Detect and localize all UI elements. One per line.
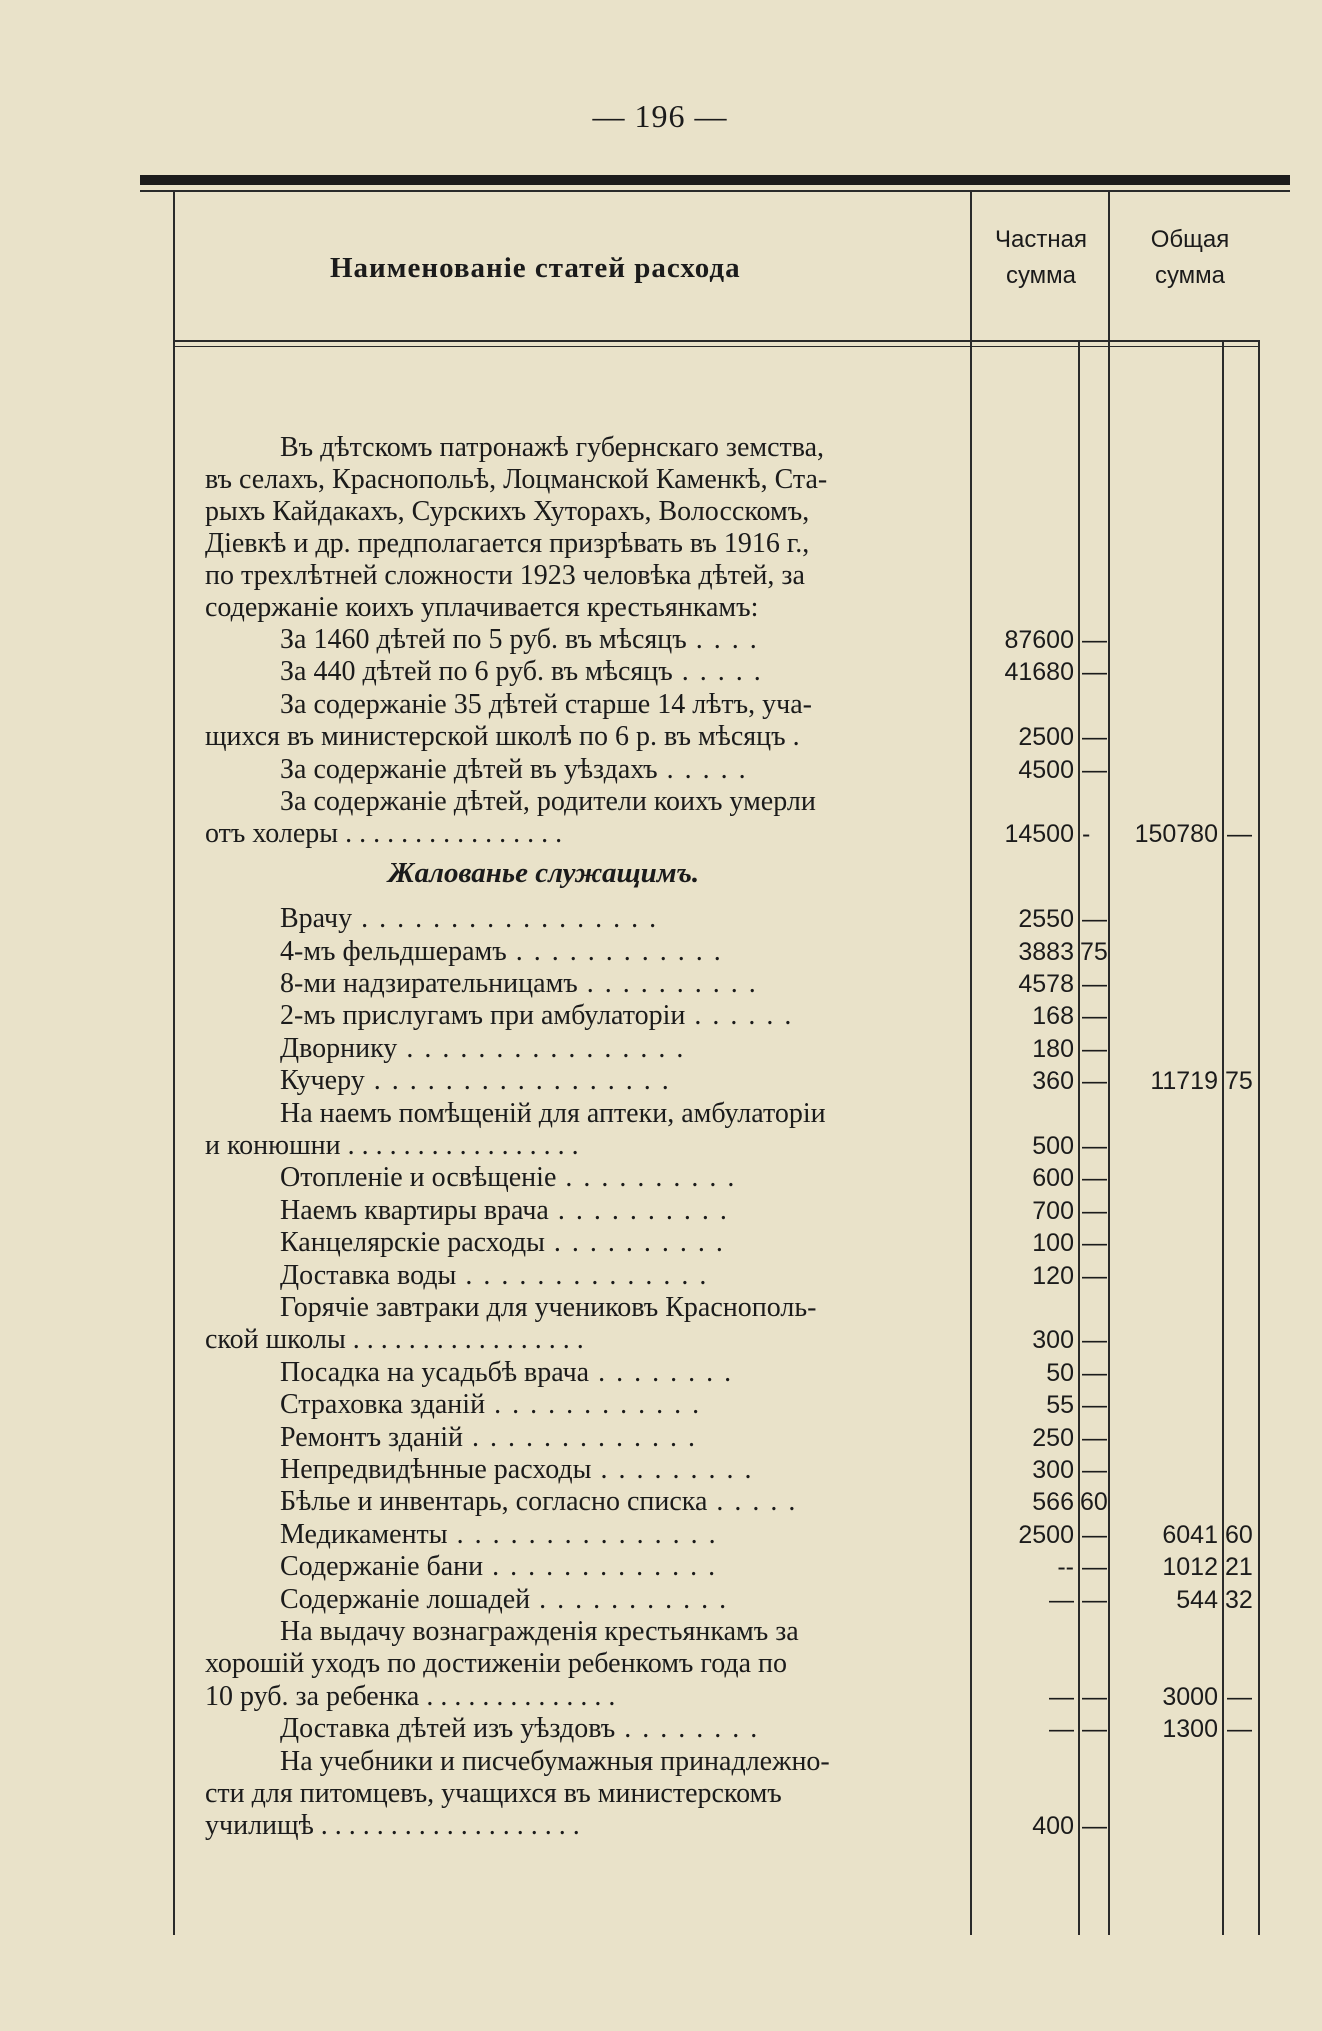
column-divider bbox=[1078, 340, 1080, 1935]
total-cents: 75 bbox=[1225, 1067, 1253, 1096]
row-label bbox=[280, 1033, 685, 1065]
column-header-private-sum: Частная сумма bbox=[995, 226, 1087, 289]
top-rule-thin bbox=[140, 190, 1290, 192]
row-label-continuation: щихся въ министерской школѣ по 6 р. въ мѣсяцъ . bbox=[205, 721, 800, 753]
leader-dots: . . . . . . . . . . . . . bbox=[483, 1551, 718, 1583]
row-label-continuation: училищѣ . . . . . . . . . . . . . . . . . . . bbox=[205, 1810, 580, 1842]
row-text: На выдачу вознагражденія крестьянкамъ за bbox=[280, 1616, 799, 1647]
section-title-salaries: Жалованье служащимъ. bbox=[388, 856, 700, 889]
row-label bbox=[280, 968, 758, 1000]
private-cents-dash: — bbox=[1082, 626, 1107, 654]
private-cents-dash: — bbox=[1082, 1229, 1107, 1258]
intro-line: по трехлѣтней сложности 1923 человѣка дѣтей, за bbox=[205, 560, 805, 591]
row-label bbox=[280, 1098, 826, 1130]
column-divider bbox=[1108, 190, 1110, 1935]
private-sum: 3883 bbox=[1018, 937, 1074, 966]
intro-line: Въ дѣтскомъ патронажѣ губернскаго земства, bbox=[280, 432, 825, 463]
private-sum: 14500 bbox=[1004, 820, 1074, 849]
row-text: Канцелярскіе расходы bbox=[280, 1227, 545, 1259]
private-sum: 300 bbox=[1032, 1456, 1074, 1484]
row-label bbox=[280, 656, 763, 688]
private-cents-dash: — bbox=[1082, 1391, 1107, 1420]
total-cents-dash: — bbox=[1227, 1682, 1252, 1711]
row-label bbox=[280, 903, 658, 935]
private-sum: 500 bbox=[1032, 1132, 1074, 1160]
private-cents-dash: — bbox=[1082, 755, 1107, 784]
row-text: 2-мъ прислугамъ при амбулаторіи bbox=[280, 1000, 686, 1032]
intro-line: содержаніе коихъ уплачивается крестьянкамъ: bbox=[205, 592, 759, 623]
row-text: Наемъ квартиры врача bbox=[280, 1194, 549, 1226]
row-text: Непредвидѣнные расходы bbox=[280, 1454, 592, 1485]
leader-dots: . . . . . bbox=[707, 1486, 798, 1518]
row-label bbox=[280, 1000, 793, 1032]
total-cents-dash: — bbox=[1227, 820, 1252, 849]
private-sum: 50 bbox=[1046, 1358, 1074, 1387]
row-label bbox=[280, 624, 759, 656]
total-sum: 150780 bbox=[1134, 820, 1218, 849]
intro-line: рыхъ Кайдакахъ, Сурскихъ Хуторахъ, Волосскомъ, bbox=[205, 496, 810, 527]
row-label bbox=[280, 786, 816, 818]
total-sum: 6041 bbox=[1162, 1520, 1218, 1549]
leader-dots: . . . . . . . . . . . . bbox=[506, 935, 723, 967]
private-cents-dash: — bbox=[1082, 1520, 1107, 1549]
row-label-continuation: сти для питомцевъ, учащихся въ министерскомъ bbox=[205, 1778, 782, 1809]
row-text: Содержаніе бани bbox=[280, 1551, 484, 1583]
row-text: За содержаніе дѣтей въ уѣздахъ bbox=[280, 753, 658, 785]
row-text: Содержаніе лошадей bbox=[280, 1583, 531, 1615]
private-cents-dash: — bbox=[1082, 1423, 1107, 1452]
private-cents-dash: — bbox=[1082, 1585, 1107, 1614]
row-label bbox=[280, 1162, 736, 1194]
column-divider bbox=[970, 190, 972, 1935]
row-label bbox=[280, 1486, 797, 1518]
private-sum: 566 bbox=[1032, 1488, 1074, 1517]
row-text: За 1460 дѣтей по 5 руб. въ мѣсяцъ bbox=[280, 624, 687, 655]
top-rule bbox=[140, 175, 1290, 185]
private-sum: 4578 bbox=[1018, 970, 1074, 998]
total-cents: 60 bbox=[1225, 1520, 1253, 1549]
private-cents-dash: — bbox=[1082, 1034, 1107, 1063]
row-text: Отопленіе и освѣщеніе bbox=[280, 1162, 557, 1194]
row-label bbox=[280, 1065, 671, 1097]
row-label bbox=[280, 936, 723, 968]
row-text: Врачу bbox=[280, 903, 353, 935]
row-text: За 440 дѣтей по 6 руб. въ мѣсяцъ bbox=[280, 656, 673, 688]
private-sum: 700 bbox=[1032, 1196, 1074, 1225]
private-cents-dash: — bbox=[1082, 970, 1107, 998]
private-sum: — bbox=[1049, 1715, 1074, 1744]
row-label bbox=[280, 1551, 717, 1583]
column-divider bbox=[1258, 340, 1260, 1935]
row-label-continuation: отъ холеры . . . . . . . . . . . . . . . . bbox=[205, 818, 563, 850]
row-label bbox=[280, 689, 812, 721]
private-cents-dash: — bbox=[1082, 1553, 1107, 1582]
intro-line: въ селахъ, Краснопольѣ, Лоцманской Каменкѣ, Ста- bbox=[205, 464, 828, 495]
row-text: Доставка воды bbox=[280, 1259, 457, 1291]
row-text: Кучеру bbox=[280, 1065, 365, 1097]
row-label bbox=[280, 1519, 718, 1551]
private-sum: 87600 bbox=[1004, 626, 1074, 654]
leader-dots: . . . . . . . . . . bbox=[577, 968, 758, 999]
private-sum: 2500 bbox=[1018, 723, 1074, 752]
row-text: Посадка на усадьбѣ врача bbox=[280, 1356, 590, 1388]
row-label bbox=[280, 1357, 733, 1389]
leader-dots: . . . . . . . . . . . . . . . . bbox=[397, 1032, 686, 1064]
private-sum: 400 bbox=[1032, 1812, 1074, 1841]
row-label-continuation: ской школы . . . . . . . . . . . . . . . . . bbox=[205, 1324, 584, 1356]
row-label bbox=[280, 1227, 725, 1259]
private-sum: 2500 bbox=[1018, 1520, 1074, 1549]
leader-dots: . . . . . . . . . . . . . . . bbox=[447, 1518, 718, 1550]
header-divider bbox=[173, 340, 1258, 342]
row-text: На учебники и писчебумажныя принадлежно- bbox=[280, 1745, 830, 1777]
private-cents-dash: — bbox=[1082, 1326, 1107, 1355]
private-sum: — bbox=[1049, 1585, 1074, 1614]
private-cents-dash: — bbox=[1082, 1067, 1107, 1096]
private-sum: 180 bbox=[1032, 1034, 1074, 1063]
row-text: Горячіе завтраки для учениковъ Краснополь- bbox=[280, 1292, 817, 1323]
row-label bbox=[280, 1616, 799, 1648]
total-sum: 544 bbox=[1176, 1585, 1218, 1614]
intro-line: Діевкѣ и др. предполагается призрѣвать въ 1916 г., bbox=[205, 528, 810, 559]
private-cents-dash: - bbox=[1082, 820, 1091, 849]
leader-dots: . . . . . . . . . . . bbox=[530, 1583, 729, 1615]
row-text: Страховка зданій bbox=[280, 1389, 486, 1421]
private-cents-dash: — bbox=[1082, 1812, 1107, 1841]
private-cents-dash: — bbox=[1082, 1358, 1107, 1387]
row-label bbox=[280, 1260, 708, 1292]
leader-dots: . . . . . . . . . . bbox=[556, 1162, 737, 1194]
private-sum: 120 bbox=[1032, 1261, 1074, 1290]
private-cents-dash: — bbox=[1082, 1261, 1107, 1290]
row-text: 4-мъ фельдшерамъ bbox=[280, 935, 507, 967]
leader-dots: . . . . . bbox=[657, 753, 748, 785]
private-cents: 60 bbox=[1080, 1488, 1108, 1517]
private-sum: 41680 bbox=[1004, 658, 1074, 687]
private-sum: 300 bbox=[1032, 1326, 1074, 1355]
private-cents-dash: — bbox=[1082, 1002, 1107, 1031]
leader-dots: . . . . . . . . . . bbox=[548, 1194, 729, 1226]
private-sum: 4500 bbox=[1018, 755, 1074, 784]
total-cents-dash: — bbox=[1227, 1715, 1252, 1744]
private-cents-dash: — bbox=[1082, 658, 1107, 687]
row-label bbox=[280, 754, 748, 786]
leader-dots: . . . . . . . . . . . . . . bbox=[456, 1259, 709, 1291]
row-label bbox=[280, 1584, 728, 1616]
leader-dots: . . . . . . . . bbox=[615, 1713, 760, 1745]
row-label-continuation: и конюшни . . . . . . . . . . . . . . . . . bbox=[205, 1130, 579, 1161]
row-label-continuation: хорошій уходъ по достиженіи ребенкомъ года по bbox=[205, 1648, 788, 1680]
page-number: — 196 — bbox=[592, 98, 728, 134]
row-text: Доставка дѣтей изъ уѣздовъ bbox=[280, 1713, 616, 1745]
row-text: Дворнику bbox=[280, 1032, 398, 1064]
row-label bbox=[280, 1713, 759, 1745]
leader-dots: . . . . . . . . . . . . . . . . . bbox=[364, 1065, 671, 1097]
row-label bbox=[280, 1292, 816, 1324]
row-label-continuation: 10 руб. за ребенка . . . . . . . . . . . . . . bbox=[205, 1680, 616, 1712]
private-sum: 600 bbox=[1032, 1164, 1074, 1193]
leader-dots: . . . . . . . . . . . . . . . . . bbox=[352, 903, 659, 935]
row-label bbox=[280, 1195, 729, 1227]
private-cents-dash: — bbox=[1082, 1715, 1107, 1744]
leader-dots: . . . . . . . . . . . . bbox=[485, 1389, 702, 1421]
private-sum: — bbox=[1049, 1682, 1074, 1711]
row-text: Ремонтъ зданій bbox=[280, 1421, 464, 1453]
header-divider-thin bbox=[173, 346, 1258, 347]
leader-dots: . . . . . . . . . . bbox=[544, 1227, 725, 1259]
private-sum: 100 bbox=[1032, 1229, 1074, 1258]
leader-dots: . . . . . . . . . bbox=[591, 1454, 754, 1485]
private-sum: 168 bbox=[1032, 1002, 1074, 1031]
private-sum: 250 bbox=[1032, 1423, 1074, 1452]
column-header-total-sum: Общая сумма bbox=[1150, 226, 1230, 289]
column-divider bbox=[173, 190, 175, 1935]
row-label bbox=[280, 1389, 701, 1421]
total-cents: 21 bbox=[1225, 1553, 1253, 1582]
row-text: Медикаменты bbox=[280, 1518, 448, 1550]
row-label bbox=[280, 1454, 753, 1486]
total-sum: 1300 bbox=[1162, 1715, 1218, 1744]
private-cents-dash: — bbox=[1082, 723, 1107, 752]
row-text: За содержаніе 35 дѣтей старше 14 лѣтъ, уча- bbox=[280, 688, 812, 720]
row-text: За содержаніе дѣтей, родители коихъ умерли bbox=[280, 786, 816, 817]
row-text: На наемъ помѣщеній для аптеки, амбулаторіи bbox=[280, 1097, 826, 1129]
leader-dots: . . . . . . . . bbox=[589, 1356, 734, 1388]
row-text: Бѣлье и инвентарь, согласно списка bbox=[280, 1486, 708, 1518]
private-cents-dash: — bbox=[1082, 1682, 1107, 1711]
private-cents-dash: — bbox=[1082, 1196, 1107, 1225]
total-sum: 1012 bbox=[1162, 1553, 1218, 1582]
private-sum: 2550 bbox=[1018, 905, 1074, 934]
private-cents-dash: — bbox=[1082, 1164, 1107, 1193]
private-cents: 75 bbox=[1080, 937, 1108, 966]
private-sum: -- bbox=[1057, 1553, 1074, 1582]
private-cents-dash: — bbox=[1082, 1456, 1107, 1484]
column-header-title: Наименованіе статей расхода bbox=[330, 252, 741, 284]
private-sum: 55 bbox=[1046, 1391, 1074, 1420]
private-cents-dash: — bbox=[1082, 905, 1107, 934]
total-cents: 32 bbox=[1225, 1585, 1253, 1614]
private-cents-dash: — bbox=[1082, 1132, 1107, 1160]
private-sum: 360 bbox=[1032, 1067, 1074, 1096]
row-label bbox=[280, 1422, 697, 1454]
row-text: 8-ми надзирательницамъ bbox=[280, 968, 578, 999]
total-sum: 3000 bbox=[1162, 1682, 1218, 1711]
column-divider bbox=[1222, 340, 1224, 1935]
leader-dots: . . . . . bbox=[672, 656, 763, 688]
leader-dots: . . . . . . bbox=[685, 1000, 794, 1032]
leader-dots: . . . . bbox=[686, 624, 759, 655]
leader-dots: . . . . . . . . . . . . . bbox=[463, 1421, 698, 1453]
row-label bbox=[280, 1746, 830, 1778]
total-sum: 11719 bbox=[1150, 1067, 1218, 1096]
